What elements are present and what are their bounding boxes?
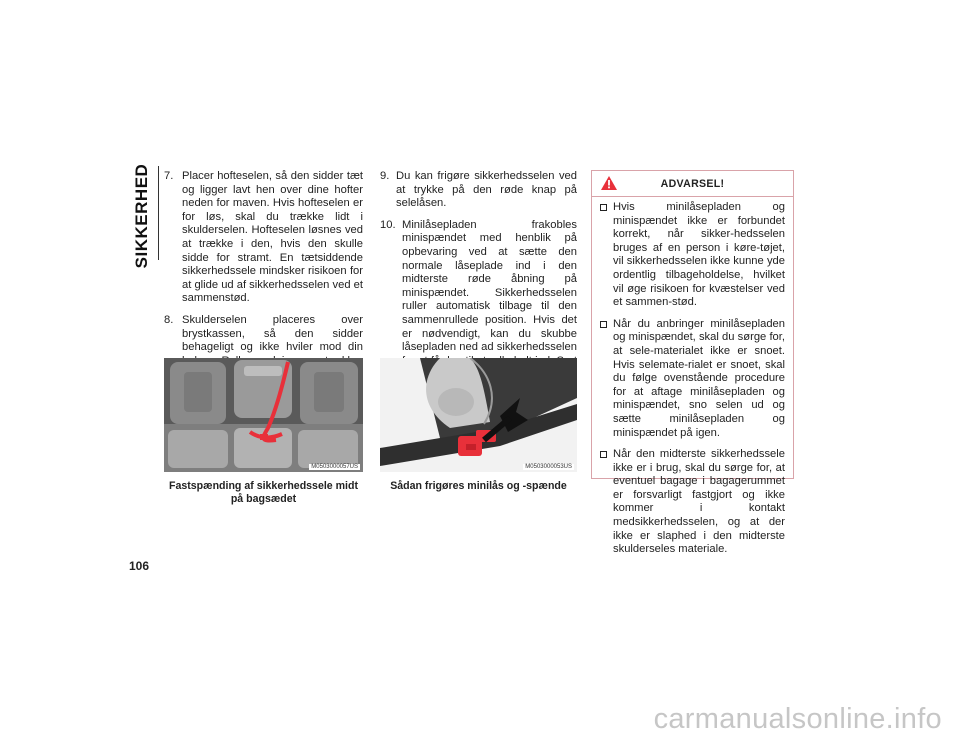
rear-seat-illustration	[164, 358, 363, 472]
step-number: 7.	[164, 170, 174, 182]
step-number: 10.	[380, 218, 396, 231]
figure-caption: Sådan frigøres minilås og -spænde	[390, 480, 567, 492]
warning-title: ADVARSEL!	[660, 177, 725, 190]
warning-header	[592, 171, 793, 197]
step-text: Du kan frigøre sikkerhedsselen ved at trykke på den røde knap på selelåsen.	[396, 170, 577, 210]
warning-item	[600, 318, 785, 440]
warning-text: Når du anbringer minilåsepladen og minispændet, skal du sørge for, at sele-materialet ikke er snoet. Hvis selemate-rialet er snoet, skal du følge ovenstående procedure for at aftage minilåsepladen og minispændet, sno selen ud og sætte minilåsepladen og minispændet på igen.	[613, 317, 785, 439]
section-tab	[128, 163, 156, 269]
warning-text: Hvis minilåsepladen og minispændet ikke er forbundet korrekt, når sikker-hedsselen bruges af en person i køre-tøjet, vil sikkerhedsselen ikke kunne yde ordentlig tilbageholdelse, hvilket vil øge risikoen for kvæstelser ved et sammen-stød.	[613, 201, 785, 309]
figure-code: M0503000053US	[525, 464, 572, 470]
mini-buckle-photo	[380, 358, 577, 472]
warning-list	[592, 197, 793, 557]
step-text: Skulderselen placeres over brystkassen, så den sidder behageligt og ikke hviler mod din	[182, 313, 363, 354]
step-number: 8.	[164, 313, 174, 326]
section-tab-label: SIKKERHED	[132, 163, 151, 269]
figure-code: M0503000057US	[311, 464, 358, 470]
square-bullet-icon	[600, 204, 607, 211]
step-item	[164, 170, 363, 306]
page-number: 106	[129, 559, 150, 573]
step-item	[380, 170, 577, 211]
warning-item	[600, 448, 785, 557]
warning-box	[591, 170, 794, 556]
section-divider	[158, 166, 159, 260]
step-text: Placer hofteselen, så den sidder tæt og ligger lavt hen over dine hofter neden for maven. Hvis hofteselen er for løs, skal du trække lidt i skulderselen. Hofteselen løsnes ved at trække i den, hvis den skulle sidde for stramt. En tætsiddende sikkerhedssele mindsker risikoen for at glide ud af sikkerhedsselen ved et sammenstød.	[182, 170, 363, 305]
warning-triangle-icon	[600, 175, 618, 191]
square-bullet-icon	[600, 451, 607, 458]
mini-buckle-illustration	[380, 358, 577, 472]
step-number: 9.	[380, 170, 390, 182]
step-text: Minilåsepladen frakobles minispændet med henblik på opbevaring ved at sætte den normale låseplade ind i den midterste røde åbning på minispændet. Sikkerhedsselen ruller automatisk tilbage til den sammenrullede position. Hvis det er nødvendigt, kan du skubbe låsepladen ned ad sikkerhedsselen	[402, 218, 577, 354]
warning-item	[600, 201, 785, 310]
watermark: carmanualsonline.info	[653, 703, 942, 735]
rear-seat-belt-photo	[164, 358, 363, 472]
warning-text: Når den midterste sikkerhedssele ikke er i brug, skal du sørge for, at eventuel bagage i bagagerummet er forsvarligt fastgjort og ikke kommer i kontakt medsikkerhedsselen, og at der ikke er slaphed i den midterste skulderseles materiale.	[613, 448, 785, 556]
figure-caption: Fastspænding af sikkerhedssele midt på bagsædet	[169, 480, 358, 505]
square-bullet-icon	[600, 321, 607, 328]
